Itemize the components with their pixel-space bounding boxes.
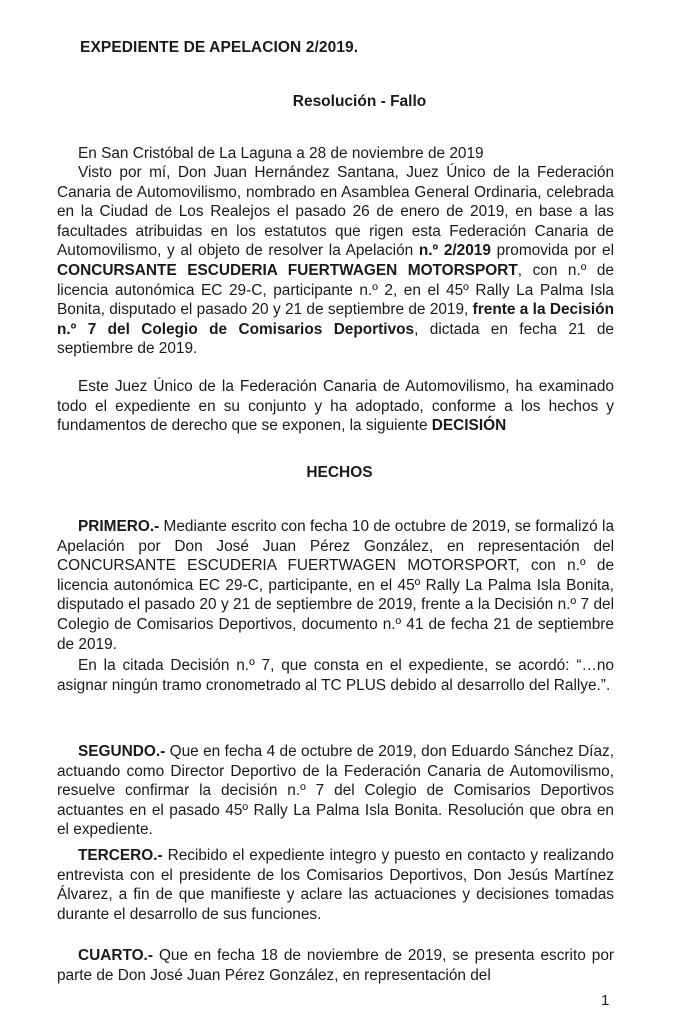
paragraph-visto bbox=[57, 163, 614, 359]
section-title-hechos: HECHOS bbox=[306, 464, 373, 481]
cuarto-label: CUARTO.- bbox=[78, 947, 153, 964]
paragraph-citada: En la citada Decisión n.º 7, que consta en el expediente, se acordó: “…no asignar ningún tramo cronometrado al TC PLUS debido al desarrollo del Rallye.”. bbox=[57, 657, 614, 694]
cuarto-text: Que en fecha 18 de noviembre de 2019, se presenta escrito por parte de Don José Juan Pérez González, en representación del bbox=[57, 947, 614, 984]
visto-bold-competitor: CONCURSANTE ESCUDERIA FUERTWAGEN MOTORSPORT bbox=[57, 261, 518, 279]
visto-text-1: Visto por mí, Don Juan Hernández Santana, Juez Único de la Federación Canaria de Automovilismo, nombrado en Asamblea General Ordinaria, celebrada en la Ciudad de Los Realejos el pasado 26 de enero de 2019, en base a las facultades atribuidas en los estatutos que rigen esta Federación Canaria de Automovilismo, y al objeto de resolver la Apelación bbox=[57, 164, 614, 260]
document-header-title: EXPEDIENTE DE APELACION 2/2019. bbox=[80, 39, 359, 56]
paragraph-tercero bbox=[57, 846, 614, 924]
date-line: En San Cristóbal de La Laguna a 28 de noviembre de 2019 bbox=[78, 145, 484, 162]
segundo-label: SEGUNDO.- bbox=[78, 743, 166, 760]
este-text: Este Juez Único de la Federación Canaria de Automovilismo, ha examinado todo el expediente en su conjunto y ha adoptado, conforme a los hechos y fundamentos de derecho que se exponen, la siguiente bbox=[57, 378, 614, 435]
page-number: 1 bbox=[601, 992, 610, 1009]
visto-text-3: , con n.º de licencia autonómica EC 29-C, participante n.º 2, en el 45º Rally La Palma Isla Bonita, disputado el pasado 20 y 21 de septiembre de 2019, bbox=[57, 261, 614, 319]
segundo-text: Que en fecha 4 de octubre de 2019, don Eduardo Sánchez Díaz, actuando como Director Deportivo de la Federación Canaria de Automovilismo, resuelve confirmar la decisión n.º 7 del Colegio de Comisarios Deportivos actuantes en el pasado 45º Rally La Palma Isla Bonita. Resolución que obra en el expediente. bbox=[57, 743, 614, 839]
visto-text-4: , dictada en fecha 21 de septiembre de 2019. bbox=[57, 320, 614, 358]
document-subtitle: Resolución - Fallo bbox=[292, 93, 427, 110]
primero-label: PRIMERO.- bbox=[78, 518, 160, 535]
tercero-label: TERCERO.- bbox=[78, 847, 163, 864]
este-bold-decision: DECISIÓN bbox=[431, 417, 507, 435]
visto-bold-decision: frente a la Decisión n.º 7 del Colegio de Comisarios Deportivos bbox=[57, 301, 614, 338]
paragraph-cuarto bbox=[57, 946, 614, 985]
visto-bold-appeal-number: n.º 2/2019 bbox=[418, 242, 491, 260]
paragraph-este bbox=[57, 377, 614, 436]
tercero-text: Recibido el expediente integro y puesto en contacto y realizando entrevista con el presidente de los Comisarios Deportivos, Don Jesús Martínez Álvarez, a fin de que manifieste y aclare las actuaciones y decisiones tomadas durante el desarrollo de sus funciones. bbox=[57, 847, 614, 923]
paragraph-segundo bbox=[57, 742, 614, 840]
visto-text-2: promovida por el bbox=[490, 242, 614, 260]
paragraph-primero bbox=[57, 517, 614, 654]
primero-text: Mediante escrito con fecha 10 de octubre de 2019, se formalizó la Apelación por Don José Juan Pérez González, en representación del CONCURSANTE ESCUDERIA FUERTWAGEN MOTORSPORT, con n.º de licencia autonómica EC 29-C, participante, en el 45º Rally La Palma Isla Bonita, disputado el pasado 20 y 21 de septiembre de 2019, frente a la Decisión n.º 7 del Colegio de Comisarios Deportivos, documento n.º 41 de fecha 21 de septiembre de 2019. bbox=[57, 518, 614, 653]
